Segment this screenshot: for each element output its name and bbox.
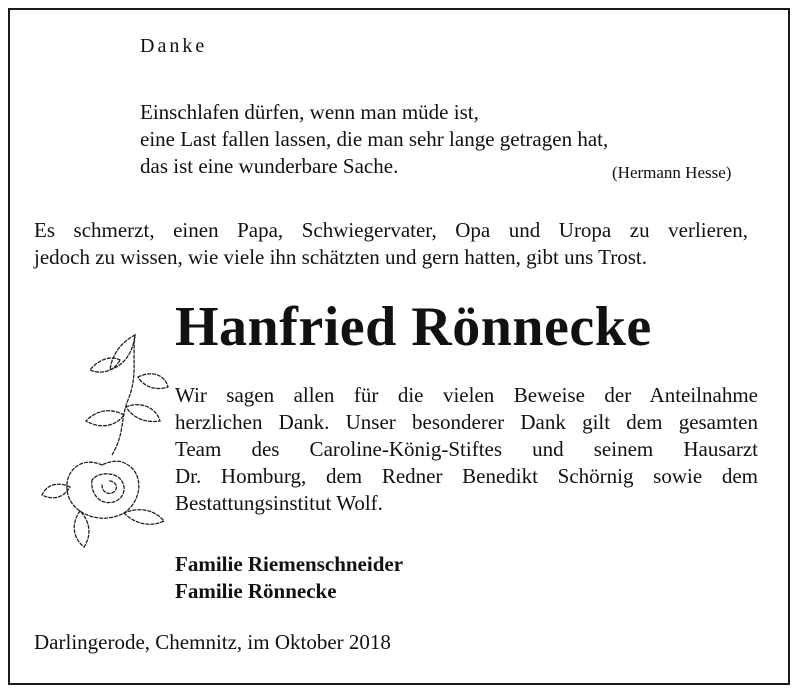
obituary-notice <box>8 8 790 685</box>
quote-author: (Hermann Hesse) <box>612 163 732 182</box>
heading-danke: Danke <box>140 35 208 57</box>
message-line: Bestattungsinstitut Wolf. <box>175 491 383 515</box>
quote-line: Einschlafen dürfen, wenn man müde ist, <box>140 100 479 124</box>
intro-line: Es schmerzt, einen Papa, Schwiegervater, Opa und Uropa zu verlieren, <box>34 218 748 242</box>
message-line: Team des Caroline-König-Stiftes und seinem Hausarzt <box>175 437 758 461</box>
quote-line: das ist eine wunderbare Sache. <box>140 154 399 178</box>
place-date: Darlingerode, Chemnitz, im Oktober 2018 <box>34 630 391 654</box>
signature-line: Familie Riemenschneider <box>175 552 404 576</box>
signature-line: Familie Rönnecke <box>175 579 337 603</box>
intro-line: jedoch zu wissen, wie viele ihn schätzten und gern hatten, gibt uns Trost. <box>34 245 647 269</box>
rose-icon <box>40 315 170 550</box>
deceased-name: Hanfried Rönnecke <box>175 296 652 358</box>
message-line: herzlichen Dank. Unser besonderer Dank gilt dem gesamten <box>175 410 758 434</box>
message-line: Dr. Homburg, dem Redner Benedikt Schörnig sowie dem <box>175 464 758 488</box>
message-line: Wir sagen allen für die vielen Beweise der Anteilnahme <box>175 383 758 407</box>
quote-line: eine Last fallen lassen, die man sehr lange getragen hat, <box>140 127 609 151</box>
